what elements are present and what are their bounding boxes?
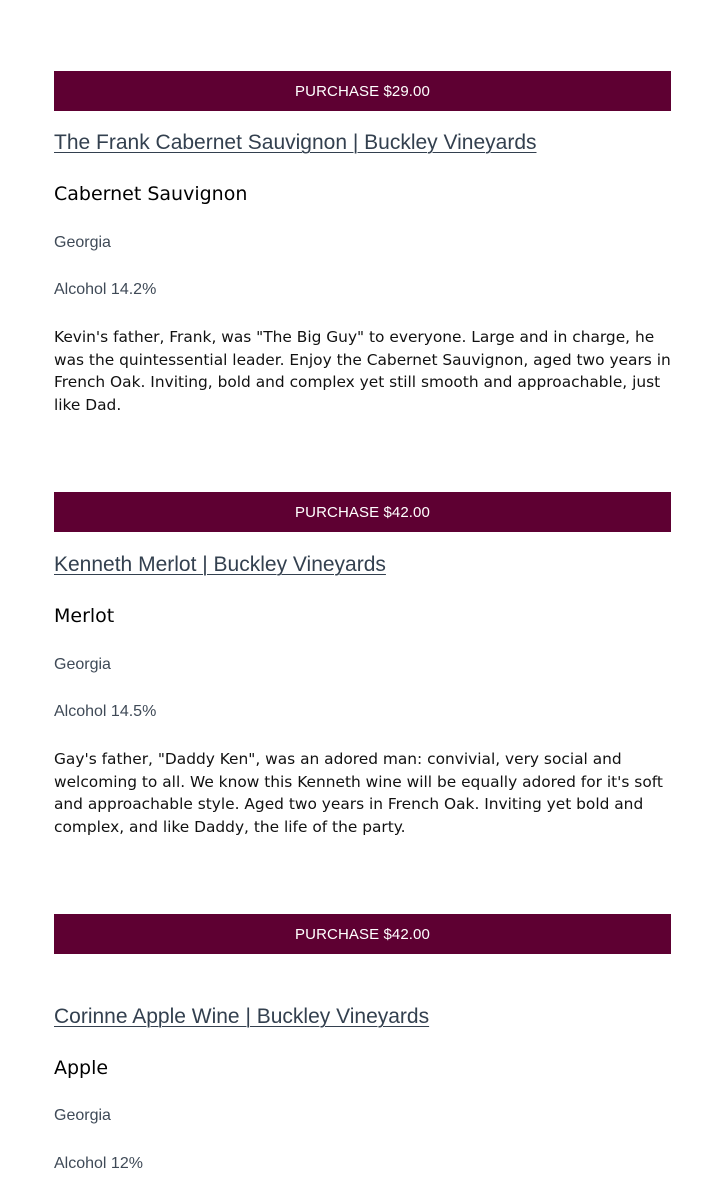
wine-title-link[interactable]: Kenneth Merlot | Buckley Vineyards bbox=[54, 553, 386, 576]
wine-varietal: Merlot bbox=[54, 605, 115, 627]
wine-varietal: Cabernet Sauvignon bbox=[54, 183, 248, 205]
wine-title-link[interactable]: The Frank Cabernet Sauvignon | Buckley Vineyards bbox=[54, 131, 537, 154]
wine-region: Georgia bbox=[54, 1107, 111, 1124]
wine-card-kenneth-merlot bbox=[54, 492, 671, 836]
wine-card-corinne-apple bbox=[54, 914, 671, 1172]
wine-region: Georgia bbox=[54, 656, 111, 673]
purchase-button[interactable]: PURCHASE $29.00 bbox=[54, 71, 671, 111]
wine-title-link[interactable]: Corinne Apple Wine | Buckley Vineyards bbox=[54, 1005, 430, 1028]
purchase-button[interactable]: PURCHASE $42.00 bbox=[54, 914, 671, 954]
wine-description: Gay's father, "Daddy Ken", was an adored man: convivial, very social and welcoming to all. We know this Kenneth wine will be equally adored for it's soft and approachable style. Aged two years in French Oak. Inviting yet bold and complex, and like Daddy, the life of the party. bbox=[54, 750, 663, 836]
wine-card-frank-cabernet bbox=[54, 71, 671, 414]
wine-description: Kevin's father, Frank, was "The Big Guy" to everyone. Large and in charge, he was the quintessential leader. Enjoy the Cabernet Sauvignon, aged two years in French Oak. Inviting, bold and complex yet still smooth and approachable, just like Dad. bbox=[54, 328, 671, 414]
wine-alcohol: Alcohol 14.2% bbox=[54, 281, 157, 298]
wine-alcohol: Alcohol 12% bbox=[54, 1155, 143, 1172]
wine-region: Georgia bbox=[54, 234, 111, 251]
wine-alcohol: Alcohol 14.5% bbox=[54, 703, 157, 720]
wine-varietal: Apple bbox=[54, 1057, 109, 1079]
purchase-button[interactable]: PURCHASE $42.00 bbox=[54, 492, 671, 532]
